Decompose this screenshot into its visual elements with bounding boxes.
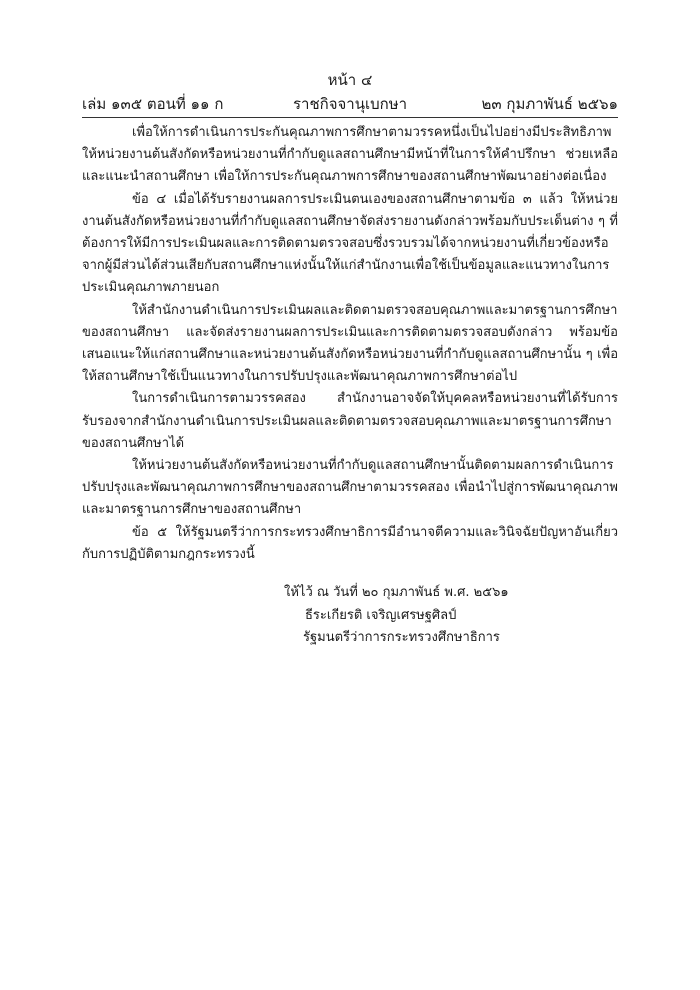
volume-issue: เล่ม ๑๓๕ ตอนที่ ๑๑ ก [82,95,224,113]
paragraph: ให้หน่วยงานต้นสังกัดหรือหน่วยงานที่กำกับดูแลสถานศึกษานั้นติดตามผลการดำเนินการปรับปรุงและพัฒนาคุณภาพการศึกษาของสถานศึกษาตามวรรคสอง เพื่อนำไปสู่การพัฒนาคุณภาพและมาตรฐานการศึกษาของสถานศึกษา [82,458,618,518]
publication-date: ๒๓ กุมภาพันธ์ ๒๕๖๑ [481,95,618,113]
paragraph: ข้อ ๔ เมื่อได้รับรายงานผลการประเมินตนเองของสถานศึกษาตามข้อ ๓ แล้ว ให้หน่วยงานต้นสังกัดหรือหน่วยงานที่กำกับดูแลสถานศึกษาจัดส่งรายงานดังกล่าวพร้อมกับประเด็นต่าง ๆ ที่ต้องการให้มีการประเมินผลและการติดตามตรวจสอบซึ่งรวบรวมได้จากหน่วยงานที่เกี่ยวข้องหรือจากผู้มีส่วนได้ส่วนเสียกับสถานศึกษาแห่งนั้นให้แก่สำนักงานเพื่อใช้เป็นข้อมูลและแนวทางในการประเมินคุณภาพภายนอก [82,191,618,296]
signature-block [0,582,700,650]
paragraph: ข้อ ๕ ให้รัฐมนตรีว่าการกระทรวงศึกษาธิการมีอำนาจตีความและวินิจฉัยปัญหาอันเกี่ยวกับการปฏิบัติตามกฎกระทรวงนี้ [82,524,618,562]
signature-date: ให้ไว้ ณ วันที่ ๒๐ กุมภาพันธ์ พ.ศ. ๒๕๖๑ [284,585,509,600]
gazette-name: ราชกิจจานุเบกษา [292,95,408,113]
signatory-position: รัฐมนตรีว่าการกระทรวงศึกษาธิการ [303,630,500,645]
document-body [82,122,618,566]
paragraph: ให้สำนักงานดำเนินการประเมินผลและติดตามตรวจสอบคุณภาพและมาตรฐานการศึกษาของสถานศึกษา และจัดส่งรายงานผลการประเมินและการติดตามตรวจสอบดังกล่าว พร้อมข้อเสนอแนะให้แก่สถานศึกษาและหน่วยงานต้นสังกัดหรือหน่วยงานที่กำกับดูแลสถานศึกษานั้น ๆ เพื่อให้สถานศึกษาใช้เป็นแนวทางในการปรับปรุงและพัฒนาคุณภาพการศึกษาต่อไป [82,302,618,385]
paragraph: ในการดำเนินการตามวรรคสอง สำนักงานอาจจัดให้บุคคลหรือหน่วยงานที่ได้รับการรับรองจากสำนักงานดำเนินการประเมินผลและติดตามตรวจสอบคุณภาพและมาตรฐานการศึกษาของสถานศึกษาได้ [82,391,618,451]
gazette-header [82,94,618,114]
signatory-name: ธีระเกียรติ เจริญเศรษฐศิลป์ [305,607,457,623]
paragraph: เพื่อให้การดำเนินการประกันคุณภาพการศึกษาตามวรรคหนึ่งเป็นไปอย่างมีประสิทธิภาพ ให้หน่วยงานต้นสังกัดหรือหน่วยงานที่กำกับดูแลสถานศึกษามีหน้าที่ในการให้คำปรึกษา ช่วยเหลือ และแนะนำสถานศึกษา เพื่อให้การประกันคุณภาพการศึกษาของสถานศึกษาพัฒนาอย่างต่อเนื่อง [82,125,618,185]
header-divider [82,117,618,118]
page-number: หน้า ๔ [327,71,373,89]
